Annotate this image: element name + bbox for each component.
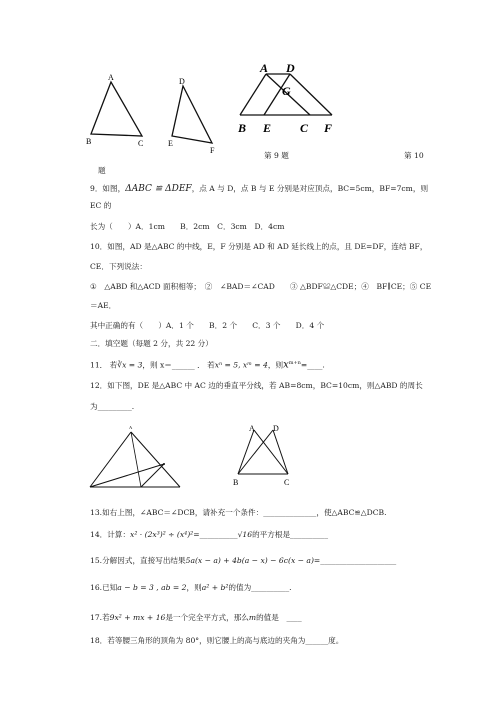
overlapping-triangles-figure (236, 58, 346, 138)
question-16: 16.已知a − b = 3 , ab = 2，则a² + b²的值为__________. (90, 583, 292, 592)
question-12-line-1: 12．如下图，DE 是△ABC 中 AC 边的垂直平分线，若 AB=8cm，BC=10cm，则△ABD 的周长 (90, 381, 423, 390)
label-a: A (108, 73, 114, 82)
label-b: B (86, 137, 92, 146)
question-11: 11． 若∛x = 3，则 x＝______ ． 若xⁿ = 5, xᵐ = 4，则$x^{m+n}=\_\_\_\_$. (90, 359, 325, 371)
section-2-title: 二．填空题（每题 2 分，共 22 分） (90, 339, 213, 348)
caption-question-10: 第 10 (404, 151, 424, 160)
question-12-line-2: 为_________. (90, 402, 135, 411)
label-d: D (273, 424, 279, 433)
label-c: C (284, 478, 290, 487)
label-f: F (210, 146, 215, 155)
label-a: A (260, 61, 269, 75)
label-d: D (286, 61, 295, 75)
caption-question-10-cont: 题 (98, 166, 106, 175)
question-9-line-3: 长为（ ）A．1cm B．2cm C．3cm D．4cm (90, 222, 285, 231)
crossing-triangles-figure (228, 422, 304, 498)
label-e: E (263, 121, 272, 135)
perpendicular-bisector-figure (84, 420, 188, 498)
label-a: A (129, 425, 133, 430)
question-13: 13.如右上图，∠ABC＝∠DCB，请补充一个条件：______________，使△ABC≌△DCB. (90, 508, 387, 517)
triangle-def-figure (168, 74, 228, 156)
label-b: B (233, 478, 239, 487)
triangle-abc-figure (85, 70, 155, 150)
caption-question-9: 第 9 题 (264, 151, 289, 160)
question-14: 14．计算：x² · (2x³)² ÷ (x⁴)²=__________√16的平方根是__________ (90, 530, 329, 539)
label-f: F (324, 121, 333, 135)
label-e: E (168, 139, 173, 148)
question-17: 17.若9x² + mx + 16是一个完全平方式，那么m的值是 ____ (90, 613, 302, 622)
question-10-line-3: ① △ABD 和△ACD 面积相等； ② ∠BAD＝∠CAD ③ △BDF≌△CDE；④ BF∥CE；⑤ CE (90, 282, 432, 291)
question-10-line-1: 10．如图，AD 是△ABC 的中线，E，F 分别是 AD 和 AD 延长线上的点，且 DE=DF，连结 BF， (90, 242, 428, 251)
question-10-line-5: 其中正确的有（ ）A．1 个 B．2 个 C．3 个 D．4 个 (90, 321, 325, 330)
question-15: 15.分解因式，直接写出结果5a(x − a) + 4b(a − x) − 6c(x − a)=____________________ (90, 556, 397, 565)
label-b: B (238, 121, 247, 135)
question-18: 18．若等腰三角形的顶角为 80°，则它腰上的高与底边的夹角为______度。 (90, 636, 344, 645)
question-10-line-2: CE．下列说法： (90, 262, 147, 271)
triangle-def (172, 86, 212, 143)
label-c: C (138, 139, 144, 148)
question-10-line-4: ＝AE． (90, 301, 117, 310)
label-d: D (179, 77, 185, 86)
label-c: C (300, 121, 309, 135)
question-9-line-1: 9．如图，ΔABC ≌ ΔDEF，点 A 与 D，点 B 与 E 分别是对应顶点，BC=5cm，BF=7cm，则 (90, 184, 429, 194)
question-9-line-2: EC 的 (90, 201, 112, 210)
triangle-abc (91, 82, 142, 136)
label-a: A (249, 424, 255, 433)
label-g: G (282, 84, 291, 98)
